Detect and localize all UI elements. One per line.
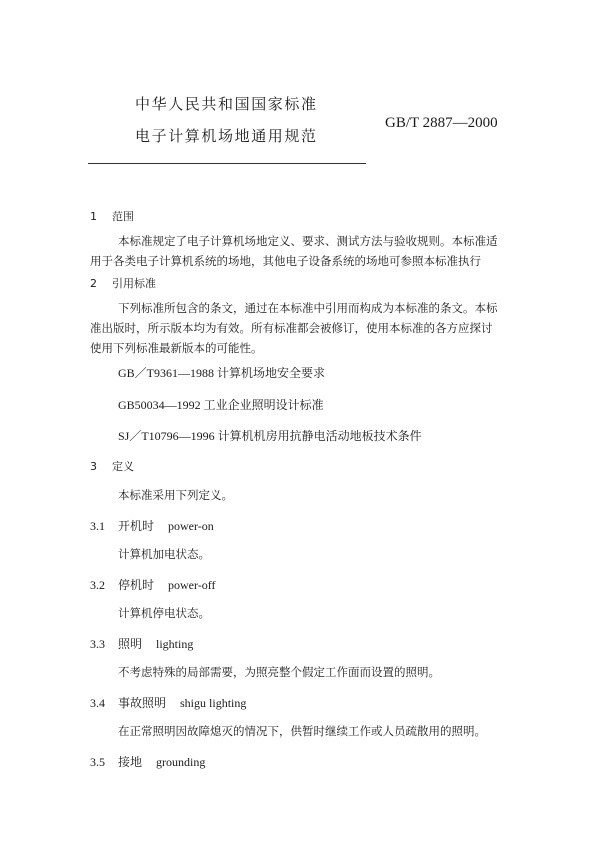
definition-term-en: power-off — [168, 578, 216, 592]
definition-number: 3.4 — [90, 696, 105, 710]
section-number: 2 — [90, 277, 97, 290]
section-number: 1 — [90, 210, 97, 223]
definition-term: 照明 — [118, 637, 143, 651]
scope-paragraph — [90, 231, 510, 271]
definition-term-en: power-on — [168, 519, 214, 533]
paragraph-line: 本标准规定了电子计算机场地定义、要求、测试方法与验收规则。本标准适 — [118, 234, 498, 248]
header-rule — [88, 163, 366, 164]
section-heading-references — [90, 275, 156, 291]
section-title: 范围 — [112, 210, 134, 223]
paragraph-line: 下列标准所包含的条文，通过在本标准中引用而构成为本标准的条文。本标 — [118, 301, 498, 315]
standard-code: GB/T 2887—2000 — [385, 115, 498, 131]
section-number: 3 — [90, 460, 97, 473]
document-title: 电子计算机场地通用规范 — [135, 127, 318, 145]
definition-heading — [90, 517, 214, 534]
definition-heading — [90, 635, 193, 652]
definition-number: 3.2 — [90, 578, 105, 592]
definition-term: 开机时 — [118, 519, 155, 533]
definition-term: 事故照明 — [118, 696, 167, 710]
paragraph-line: 准出版时，所示版本均为有效。所有标准都会被修订，使用本标准的各方应探讨 — [90, 321, 493, 335]
reference-item: GB50034—1992 工业企业照明设计标准 — [118, 398, 324, 412]
definition-term: 停机时 — [118, 578, 155, 592]
reference-item: GB／T9361—1988 计算机场地安全要求 — [118, 366, 326, 380]
reference-item: SJ／T10796—1996 计算机机房用抗静电活动地板技术条件 — [118, 429, 422, 443]
definition-text: 计算机停电状态。 — [118, 606, 210, 620]
definition-heading — [90, 694, 246, 711]
definition-text: 不考虑特殊的局部需要，为照亮整个假定工作面而设置的照明。 — [118, 665, 440, 679]
definition-term: 接地 — [118, 755, 143, 769]
paragraph-line: 用于各类电子计算机系统的场地，其他电子设备系统的场地可参照本标准执行 — [90, 254, 481, 268]
definition-number: 3.3 — [90, 637, 105, 651]
definition-term-en: grounding — [156, 755, 206, 769]
issuer-title: 中华人民共和国国家标准 — [135, 95, 318, 113]
definitions-intro: 本标准采用下列定义。 — [118, 488, 233, 502]
definition-heading — [90, 576, 216, 593]
definition-text: 计算机加电状态。 — [118, 547, 210, 561]
section-title: 定义 — [112, 460, 134, 473]
paragraph-line: 使用下列标准最新版本的可能性。 — [90, 341, 263, 355]
section-title: 引用标准 — [112, 277, 156, 290]
definition-number: 3.5 — [90, 755, 105, 769]
definition-number: 3.1 — [90, 519, 105, 533]
definition-text: 在正常照明因故障熄灭的情况下，供暂时继续工作或人员疏散用的照明。 — [118, 724, 486, 738]
section-heading-definitions — [90, 458, 134, 474]
references-paragraph — [90, 298, 510, 358]
definition-term-en: shigu lighting — [180, 696, 247, 710]
section-heading-scope — [90, 208, 134, 224]
definition-heading — [90, 753, 205, 770]
definition-term-en: lighting — [156, 637, 194, 651]
